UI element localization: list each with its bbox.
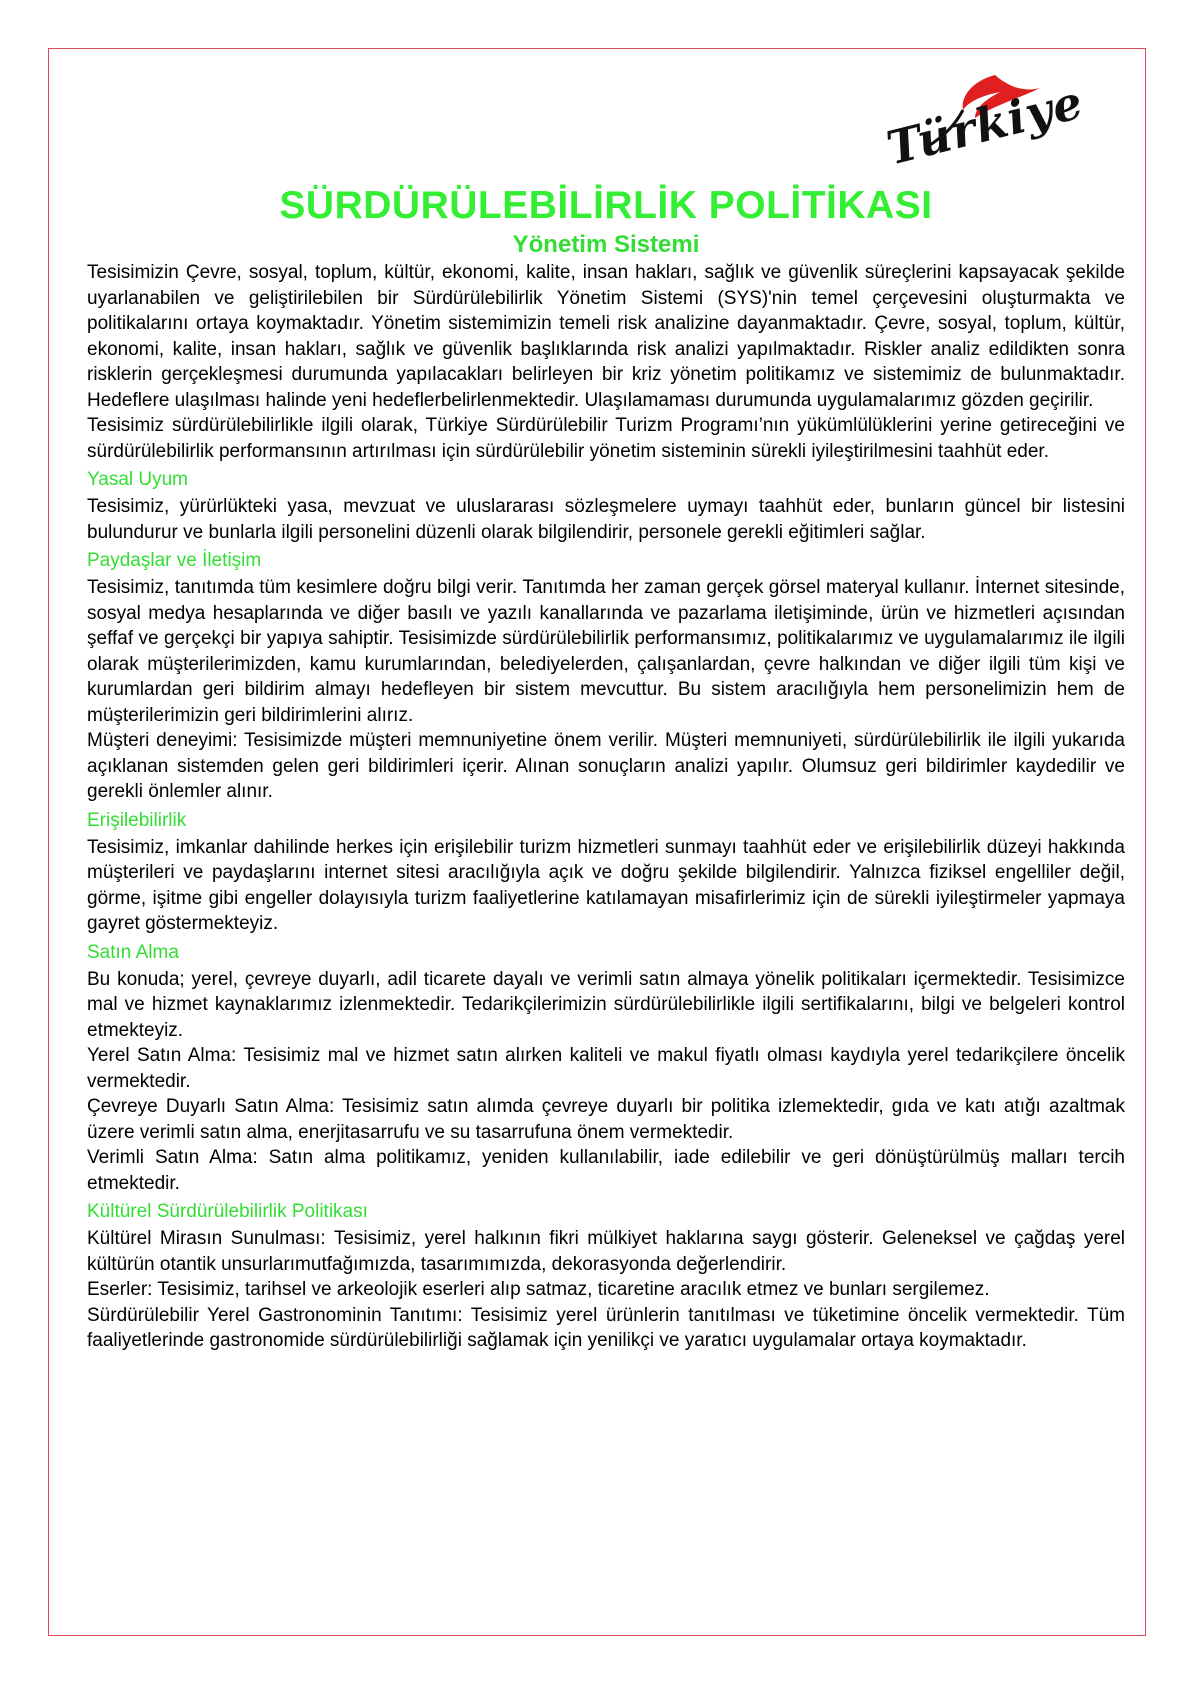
section-heading-kulturel: Kültürel Sürdürülebilirlik Politikası: [87, 1201, 368, 1222]
page-title: SÜRDÜRÜLEBİLİRLİK POLİTİKASI: [279, 184, 933, 227]
logo-text: Türkiye: [881, 74, 1089, 176]
satin-alma-paragraph: Bu konuda; yerel, çevreye duyarlı, adil ticarete dayalı ve verimli satın almaya yönelik politikaları içermektedir. Tesisimizce mal ve hizmet kaynaklarımız izlenmektedir. Tedarikçilerimizin sürdürülebilirlikle ilgili sertifikalarını, bilgi ve belgeleri kontrol etmekteyiz.: [87, 968, 1125, 1041]
paydaslar-paragraph: Tesisimiz, tanıtımda tüm kesimlere doğru bilgi verir. Tanıtımda her zaman gerçek görsel materyal kullanır. İnternet sitesinde, sosyal medya hesaplarında ve diğer basılı ve yazılı kanallarında ve pazarlama iletişiminde, ürün ve hizmetleri açısından şeffaf ve gerçekçi bir yapıya sahiptir. Tesisimizde sürdürülebilirlik performansımız, politikalarımız ve uygulamalarımız ile ilgili olarak müşterilerimizden, kamu kurumlarından, belediyelerden, çalışanlardan, çevre halkından ve diğer ilgili tüm kişi ve kurumlardan geri bildirim almayı hedefleyen bir sistem mevcuttur. Bu sistem aracılığıyla hem personelimizin hem de müşterilerimizin geri bildirimlerini alırız.: [87, 577, 1125, 726]
erisilebilirlik-paragraph: Tesisimiz, imkanlar dahilinde herkes için erişilebilir turizm hizmetleri sunmayı taahhüt eder ve erişilebilirlik düzeyi hakkında müşterileri ve paydaşlarını internet sitesi aracılığıyla açık ve doğru şekilde bilgilendirir. Yalnızca fiziksel engelliler değil, görme, işitme gibi engeller dolayısıyla turizm faaliyetlerine katılamayan misafirlerimiz için de sürekli iyileştirmeler yapmaya gayret göstermekteyiz.: [87, 836, 1125, 934]
page-subtitle: Yönetim Sistemi: [512, 231, 700, 258]
intro-paragraph: Tesisimizin Çevre, sosyal, toplum, kültür, ekonomi, kalite, insan hakları, sağlık ve güvenlik süreçlerini kapsayacak şekilde uyarlanabilen ve geliştirilebilen bir Sürdürülebilirlik Yönetim Sistemi (SYS)'nin temel çerçevesini oluşturmakta ve politikalarını ortaya koymaktadır. Yönetim sistemimizin temeli risk analizine dayanmaktadır. Çevre, sosyal, toplum, kültür, ekonomi, kalite, insan hakları, sağlık ve güvenlik başlıklarında risk analizi yapılmaktadır. Riskler analiz edildikten sonra risklerin gerçekleşmesi durumunda yapılacakları belirleyen bir kriz yönetim politikamız ve sistemimiz de bulunmaktadır. Hedeflere ulaşılması halinde yeni hedeflerbelirlenmektedir. Ulaşılamaması durumunda uygulamalarımız gözden geçirilir.: [87, 262, 1125, 411]
document-body: [87, 184, 1125, 1354]
intro-paragraph: Tesisimiz sürdürülebilirlikle ilgili olarak, Türkiye Sürdürülebilir Turizm Programı’nın yükümlülüklerini yerine getireceğini ve sürdürülebilirlik performansının artırılması için sürdürülebilir yönetim sisteminin sürekli iyileştirilmesini taahhüt eder.: [87, 415, 1125, 462]
section-heading-paydaslar: Paydaşlar ve İletişim: [87, 550, 262, 571]
musteri-deneyimi-paragraph: Müşteri deneyimi: Tesisimizde müşteri memnuniyetine önem verilir. Müşteri memnuniyeti, sürdürülebilirlik ile ilgili yukarıda açıklanan sistemden gelen geri bildirimleri içerir. Alınan sonuçların analizi yapılır. Olumsuz geri bildirimler kaydedilir ve gerekli önlemler alınır.: [87, 730, 1125, 802]
verimli-satin-alma-paragraph: Verimli Satın Alma: Satın alma politikamız, yeniden kullanılabilir, iade edilebilir ve geri dönüştürülmüş malları tercih etmektedir.: [87, 1147, 1125, 1194]
turkiye-logo: [835, 70, 1165, 180]
cevreye-duyarli-paragraph: Çevreye Duyarlı Satın Alma: Tesisimiz satın alımda çevreye duyarlı bir politika izlemektedir, gıda ve katı atığı azaltmak üzere verimli satın alma, enerjitasarrufu ve su tasarrufuna önem vermektedir.: [87, 1096, 1125, 1143]
yerel-satin-alma-paragraph: Yerel Satın Alma: Tesisimiz mal ve hizmet satın alırken kaliteli ve makul fiyatlı olması kaydıyla yerel tedarikçilere öncelik vermektedir.: [87, 1045, 1125, 1092]
kulturel-miras-paragraph: Kültürel Mirasın Sunulması: Tesisimiz, yerel halkının fikri mülkiyet haklarına saygı gösterir. Geleneksel ve çağdaş yerel kültürün otantik unsurlarımutfağımızda, tasarımımızda, dekorasyonda değerlendirir.: [87, 1228, 1125, 1275]
eserler-paragraph: Eserler: Tesisimiz, tarihsel ve arkeolojik eserleri alıp satmaz, ticaretine aracılık etmez ve bunları sergilemez.: [87, 1279, 990, 1300]
section-heading-erisilebilirlik: Erişilebilirlik: [87, 809, 187, 831]
section-heading-yasal-uyum: Yasal Uyum: [87, 469, 189, 490]
section-heading-satin-alma: Satın Alma: [87, 941, 179, 963]
gastronomi-paragraph: Sürdürülebilir Yerel Gastronominin Tanıtımı: Tesisimiz yerel ürünlerin tanıtılması ve tüketimine öncelik vermektedir. Tüm faaliyetlerinde gastronomide sürdürülebilirliği sağlamak için yenilikçi ve yaratıcı uygulamalar ortaya koymaktadır.: [87, 1304, 1125, 1351]
yasal-uyum-paragraph: Tesisimiz, yürürlükteki yasa, mevzuat ve uluslararası sözleşmelere uymayı taahhüt eder, bunların güncel bir listesini bulundurur ve bunlarla ilgili personelini düzenli olarak bilgilendirir, personele gerekli eğitimleri sağlar.: [87, 496, 1125, 543]
